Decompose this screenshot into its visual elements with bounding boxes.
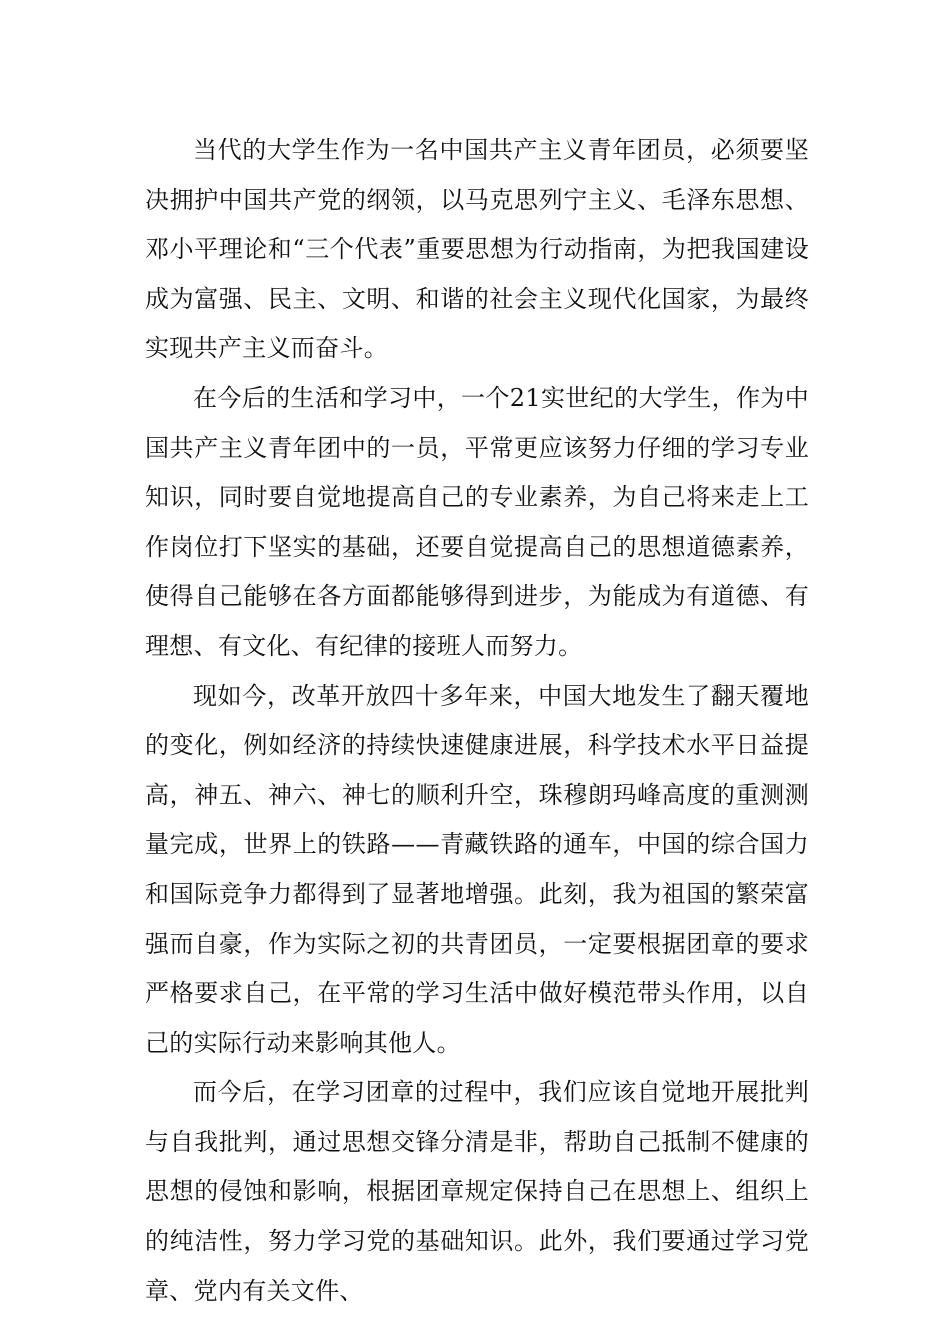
paragraph-1: 当代的大学生作为一名中国共产主义青年团员，必须要坚决拥护中国共产党的纲领，以马克思列宁主义、毛泽东思想、邓小平理论和“三个代表”重要思想为行动指南，为把我国建设成为富强、民主、文明、和谐的社会主义现代化国家，为最终实现共产主义而奋斗。 [145, 136, 809, 363]
paragraph-4: 而今后，在学习团章的过程中，我们应该自觉地开展批判与自我批判，通过思想交锋分清是非，帮助自己抵制不健康的思想的侵蚀和影响，根据团章规定保持自己在思想上、组织上的纯洁性，努力学习党的基础知识。此外，我们要通过学习党章、党内有关文件、 [145, 1078, 809, 1305]
document-body [145, 126, 809, 1316]
paragraph-2: 在今后的生活和学习中，一个21实世纪的大学生，作为中国共产主义青年团中的一员，平常更应该努力仔细的学习专业知识，同时要自觉地提高自己的专业素养，为自己将来走上工作岗位打下坚实的基础，还要自觉提高自己的思想道德素养，使得自己能够在各方面都能够得到进步，为能成为有道德、有理想、有文化、有纪律的接班人而努力。 [145, 383, 809, 660]
paragraph-3: 现如今，改革开放四十多年来，中国大地发生了翻天覆地的变化，例如经济的持续快速健康进展，科学技术水平日益提高，神五、神六、神七的顺利升空，珠穆朗玛峰高度的重测测量完成，世界上的铁路——青藏铁路的通车，中国的综合国力和国际竞争力都得到了显著地增强。此刻，我为祖国的繁荣富强而自豪，作为实际之初的共青团员，一定要根据团章的要求严格要求自己，在平常的学习生活中做好模范带头作用，以自己的实际行动来影响其他人。 [145, 681, 809, 1057]
